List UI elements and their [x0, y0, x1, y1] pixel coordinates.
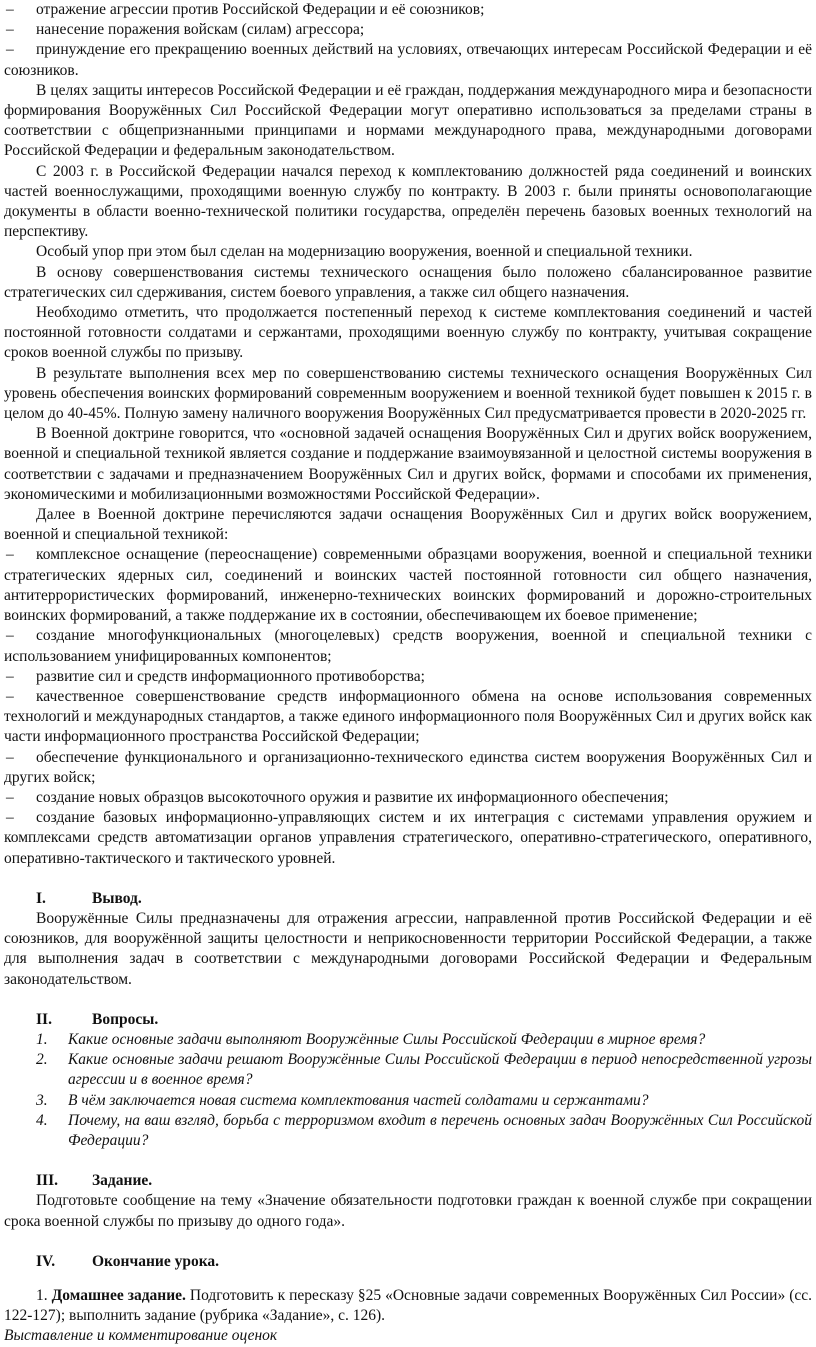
question-item — [4, 1050, 812, 1090]
question-number: 4. — [36, 1111, 48, 1129]
list-item-text: принуждение его прекращению военных действий на условиях, отвечающих интересам Российской Федерации и её союзников. — [4, 41, 812, 79]
list-item-text: развитие сил и средств информационного противоборства; — [36, 667, 425, 685]
question-item — [4, 1030, 812, 1050]
paragraph: Необходимо отметить, что продолжается постепенный переход к системе комплектования соединений и частей постоянной готовности солдатами и сержантами, проходящими военную службу по контракту, учитывая сокращение сроков военной службы по призыву. — [4, 304, 812, 362]
questions-list — [4, 1030, 812, 1151]
section-number: I. — [36, 889, 46, 907]
list-item-text: создание базовых информационно-управляющих систем и их интеграция с системами управления оружием и комплексами средств автоматизации органов управления стратегического, оперативно-стратегического, оперативного, оперативно-тактического и тактического уровней. — [4, 809, 812, 867]
question-item — [4, 1111, 812, 1151]
dash-bullet: – — [6, 627, 14, 645]
dash-bullet: – — [6, 687, 14, 705]
paragraph: Особый упор при этом был сделан на модернизацию вооружения, военной и специальной техники. — [36, 243, 693, 261]
dash-bullet: – — [6, 748, 14, 766]
dash-bullet: – — [6, 809, 14, 827]
list-item — [4, 20, 812, 40]
section-number: IV. — [36, 1252, 56, 1270]
section-title: Вывод. — [92, 889, 142, 907]
list-item-text: качественное совершенствование средств информационного обмена на основе использования современных технологий и международных стандартов, а также единого информационного поля Вооружённых Сил и других войск как части информационного пространства Российской Федерации; — [4, 687, 812, 746]
question-item — [4, 1091, 812, 1111]
homework-label: Домашнее задание. — [51, 1286, 186, 1304]
list-item — [4, 687, 812, 748]
paragraph: В Военной доктрине говорится, что «основной задачей оснащения Вооружённых Сил и других войск вооружением, военной и специальной техникой является создание и поддержание взаимоувязанной и целостной системы вооружения в соответствии с задачами и предназначением Вооружённых Сил и других войск, формами и способами их применения, экономическими и мобилизационными возможностями Российской Федерации». — [4, 425, 812, 503]
question-text: Какие основные задачи выполняют Вооружённые Силы Российской Федерации в мирное время? — [68, 1030, 706, 1048]
homework-text: Подготовить к пересказу §25 «Основные задачи современных Вооружённых Сил России» (сс. 122-127); выполнить задание (рубрика «Задание», с. 126). — [4, 1286, 812, 1325]
question-number: 2. — [36, 1051, 48, 1069]
section-title: Вопросы. — [92, 1010, 159, 1028]
section-heading-lesson-end — [4, 1252, 812, 1272]
dash-bullet: – — [6, 788, 14, 806]
section-heading-conclusion — [4, 889, 812, 909]
dash-bullet: – — [6, 667, 14, 685]
paragraph: В целях защиты интересов Российской Федерации и её граждан, поддержания международного мира и безопасности формирования Вооружённых Сил Российской Федерации могут оперативно использоваться за пределами страны в соответствии с общепризнанными принципами и нормами международного права, международными договорами Российской Федерации и федеральным законодательством. — [4, 81, 812, 160]
section-number: II. — [36, 1010, 52, 1028]
list-item — [4, 626, 812, 666]
list-item-text: отражение агрессии против Российской Федерации и её союзников; — [36, 1, 485, 18]
question-text: В чём заключается новая система комплектования частей солдатами и сержантами? — [68, 1091, 649, 1109]
section-title: Задание. — [92, 1172, 153, 1190]
section-number: III. — [36, 1172, 58, 1190]
paragraph: В основу совершенствования системы технического оснащения было положено сбалансированное развитие стратегических сил сдерживания, систем боевого управления, а также сил общего назначения. — [4, 263, 812, 301]
list-item-text: создание новых образцов высокоточного оружия и развитие их информационного обеспечения; — [36, 788, 669, 806]
section-title: Окончание урока. — [92, 1252, 220, 1270]
list-item — [4, 40, 812, 80]
list-item — [4, 788, 812, 808]
dash-bullet: – — [6, 41, 14, 59]
paragraph: В результате выполнения всех мер по совершенствованию системы технического оснащения Вооружённых Сил уровень обеспечения воинских формирований современным вооружением и военной техникой будет повышен к 2015 г. в целом до 40-45%. Полную замену наличного вооружения Вооружённых Сил предусматривается провести в 2020-2025 гг. — [4, 364, 812, 423]
list-item-text: комплексное оснащение (переоснащение) современными образцами вооружения, военной и специальной техники стратегических ядерных сил, соединений и воинских частей постоянной готовности сил общего назначения, антитеррористических формирований, инженерно-технических воинских формирований и дорожно-строительных воинских формирований, а также поддержание их в состоянии, обеспечивающем их боевое применение; — [4, 546, 812, 625]
dash-bullet: – — [6, 1, 14, 18]
question-text: Какие основные задачи решают Вооружённые Силы Российской Федерации в период непосредственной угрозы агрессии и в военное время? — [68, 1051, 812, 1089]
question-text: Почему, на ваш взгляд, борьба с терроризмом входит в перечень основных задач Вооружённых Сил Российской Федерации? — [68, 1111, 812, 1149]
paragraph: Далее в Военной доктрине перечисляются задачи оснащения Вооружённых Сил и других войск вооружением, военной и специальной техникой: — [4, 506, 812, 544]
list-item-text: нанесение поражения войскам (силам) агрессора; — [36, 21, 365, 39]
section-heading-assignment — [4, 1171, 812, 1191]
homework-paragraph — [4, 1286, 812, 1326]
list-item — [4, 667, 812, 687]
assignment-paragraph: Подготовьте сообщение на тему «Значение обязательности подготовки граждан к военной службе при сокращении срока военной службы по призыву до одного года». — [4, 1192, 812, 1230]
list-item — [4, 808, 812, 869]
dash-bullet: – — [6, 546, 14, 564]
closing-line: Выставление и комментирование оценок — [4, 1327, 278, 1345]
spacer — [4, 1272, 812, 1286]
question-number: 1. — [36, 1030, 48, 1048]
list-item-text: создание многофункциональных (многоцелевых) средств вооружения, военной и специальной техники с использованием унифицированных компонентов; — [4, 627, 812, 665]
section-heading-questions — [4, 1010, 812, 1030]
list-item-text: обеспечение функционального и организационно-технического единства систем вооружения Вооружённых Сил и других войск; — [4, 748, 812, 786]
homework-number: 1. — [36, 1286, 48, 1304]
conclusion-paragraph: Вооружённые Силы предназначены для отражения агрессии, направленной против Российской Федерации и её союзников, для вооружённой защиты целостности и неприкосновенности территории Российской Федерации, а также для выполнения задач в соответствии с международными договорами Российской Федерации и Федеральным законодательством. — [4, 909, 812, 988]
list-item — [4, 545, 812, 626]
dash-bullet: – — [6, 21, 14, 39]
paragraph: С 2003 г. в Российской Федерации начался переход к комплектованию должностей ряда соединений и воинских частей военнослужащими, проходящими военную службу по контракту. В 2003 г. были приняты основополагающие документы в области военно-технической политики государства, определён перечень базовых военных технологий на перспективу. — [4, 162, 812, 241]
list-item — [4, 0, 812, 20]
list-item — [4, 748, 812, 788]
question-number: 3. — [36, 1091, 48, 1109]
